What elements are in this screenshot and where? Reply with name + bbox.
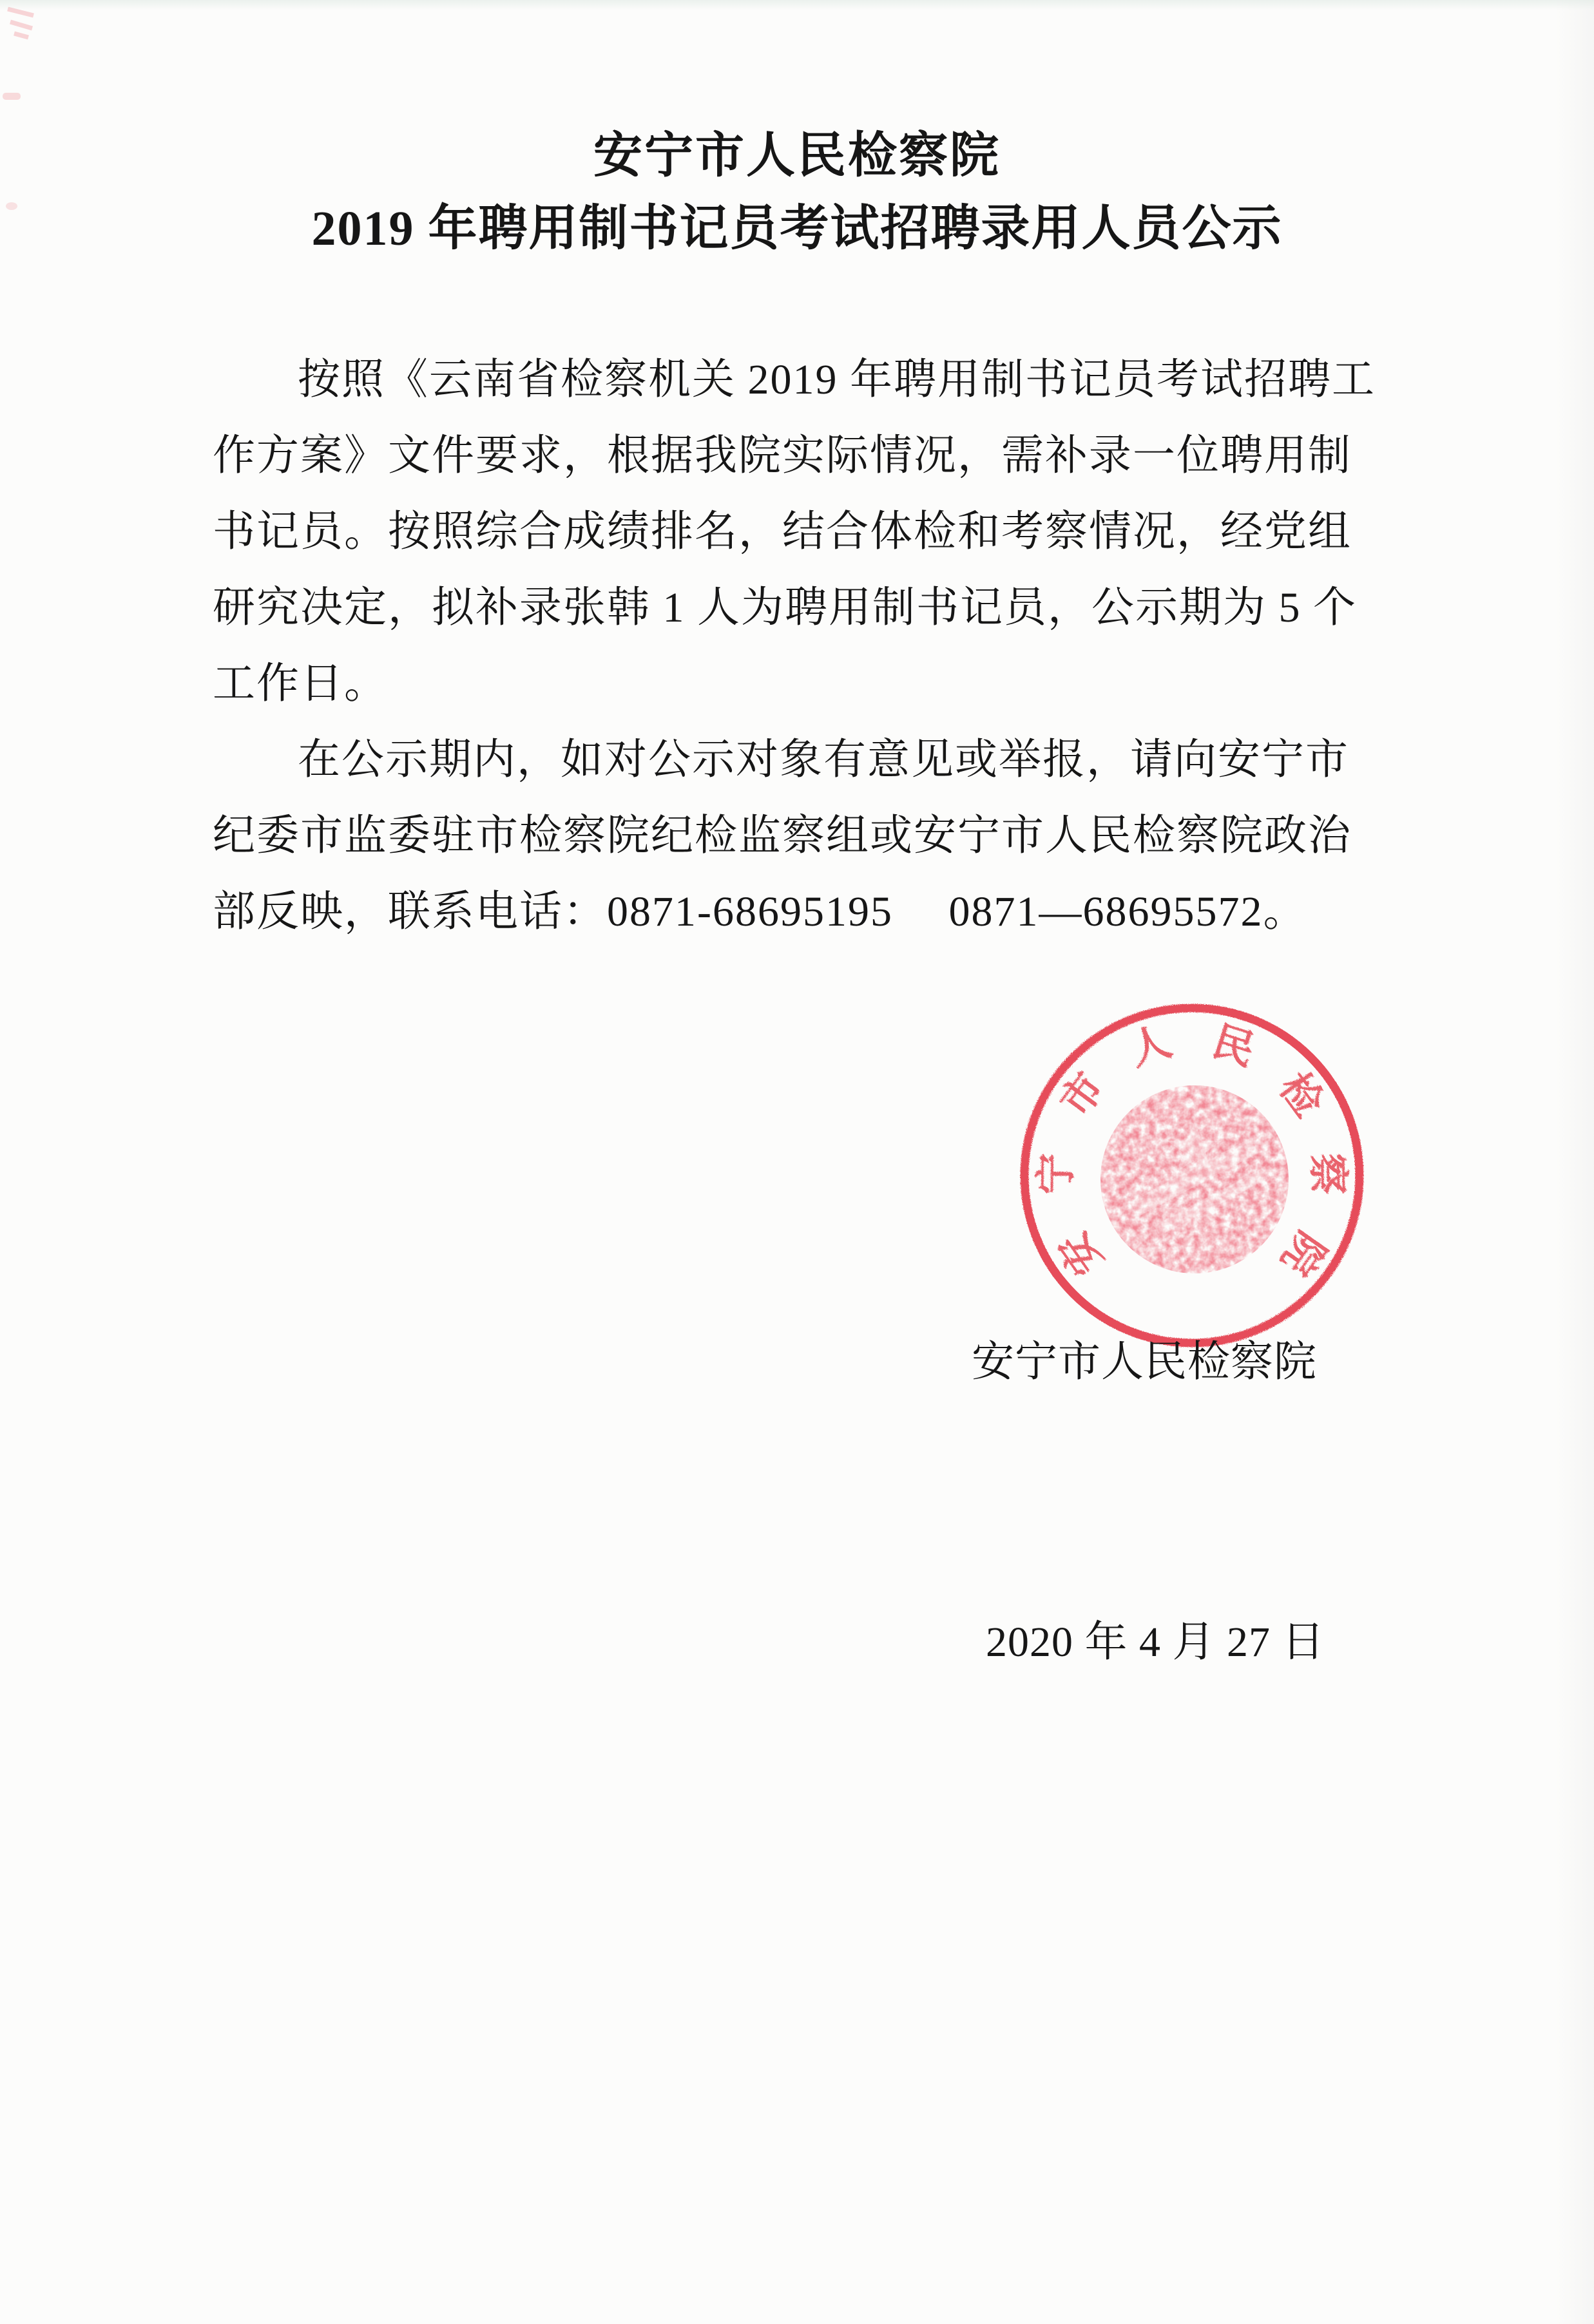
title-line-2: 2019 年聘用制书记员考试招聘录用人员公示	[311, 202, 1283, 256]
signature-org: 安宁市人民检察院	[972, 1338, 1317, 1386]
stamp-arc-char: 宁	[1033, 1152, 1079, 1195]
body-text-line: 研究决定，拟补录张韩 1 人为聘用制书记员，公示期为 5 个	[213, 584, 1357, 631]
red-dash-mark	[3, 93, 21, 100]
stamp-arc-char: 市	[1051, 1064, 1113, 1125]
signature-date: 2020 年 4 月 27 日	[986, 1619, 1325, 1666]
scan-artifacts	[0, 0, 77, 232]
stamp-arc-char: 民	[1207, 1018, 1261, 1074]
red-dot-mark	[6, 202, 17, 210]
stamp-arc-char: 检	[1271, 1064, 1332, 1125]
stamp-arc-char: 察	[1305, 1152, 1351, 1195]
body-text-line: 书记员。按照综合成绩排名，结合体检和考察情况，经党组	[213, 508, 1352, 555]
body-text-line: 在公示期内，如对公示对象有意见或举报，请向安宁市	[298, 736, 1349, 783]
body-text-line: 部反映，联系电话：0871-68695195 0871—68695572。	[213, 888, 1307, 935]
body-text	[213, 342, 1376, 950]
body-text-line: 纪委市监委驻市检察院纪检监察组或安宁市人民检察院政治	[213, 812, 1352, 859]
body-text-line: 工作日。	[213, 660, 388, 707]
stamp-arc-char: 安	[1050, 1223, 1111, 1284]
stamp-arc-char: 院	[1272, 1223, 1334, 1284]
stamp-arc-char: 人	[1123, 1018, 1177, 1074]
title-line-1: 安宁市人民检察院	[593, 129, 1001, 183]
red-smudge-mark	[8, 9, 34, 37]
body-text-line: 作方案》文件要求，根据我院实际情况，需补录一位聘用制	[213, 432, 1352, 479]
body-text-line: 按照《云南省检察机关 2019 年聘用制书记员考试招聘工	[298, 356, 1376, 403]
signature-block	[972, 1129, 1325, 1876]
document-title	[0, 120, 1594, 265]
